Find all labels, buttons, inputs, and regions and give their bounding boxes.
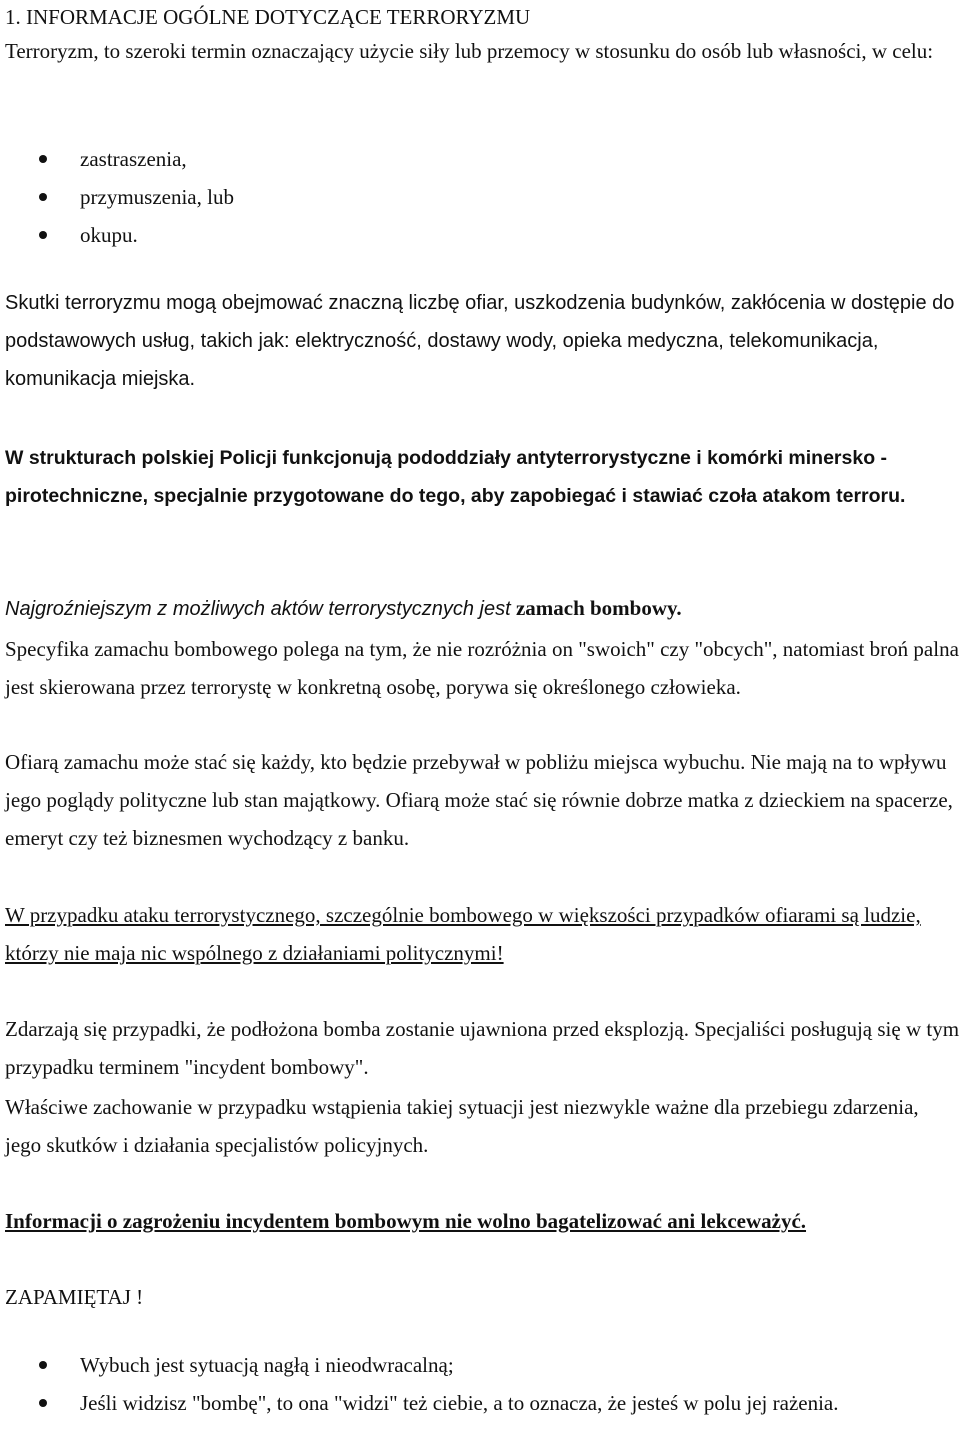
warning-paragraph: Informacji o zagrożeniu incydentem bombowym nie wolno bagatelizować ani lekceważyć. [5, 1209, 807, 1233]
bullet-icon [39, 1361, 47, 1369]
remember-heading: ZAPAMIĘTAJ ! [5, 1285, 144, 1309]
list-item: okupu. [0, 216, 940, 254]
bullet-icon [39, 1399, 47, 1407]
bomb-intro-text: Najgroźniejszym z możliwych aktów terrorystycznych jest [5, 598, 511, 620]
incident-paragraph [5, 1010, 960, 1086]
bullet-icon [39, 193, 47, 201]
victims-text-2: Ofiarą może stać się równie dobrze matka z dzieckiem na spacerze, emeryt czy też biznesmen wychodzący z banku. [5, 788, 953, 850]
bullet-icon [39, 155, 47, 163]
list-item: Jeśli widzisz "bombę", to ona "widzi" też ciebie, a to oznacza, że jesteś w polu jej rażenia. [0, 1384, 940, 1422]
section-heading: 1. INFORMACJE OGÓLNE DOTYCZĄCE TERRORYZMU [5, 5, 531, 29]
incident-text-1: Zdarzają się przypadki, że podłożona bomba zostanie ujawniona przed eksplozją. [5, 1017, 689, 1041]
intro-paragraph: Terroryzm, to szeroki termin oznaczający użycie siły lub przemocy w stosunku do osób lub własności, w celu: [5, 39, 934, 63]
police-paragraph: W strukturach polskiej Policji funkcjonują pododdziały antyterrorystyczne i komórki minersko - pirotechniczne, specjalnie przygotowane do tego, aby zapobiegać i stawiać czoła atakom terroru. [5, 447, 906, 507]
purpose-list [0, 140, 940, 254]
underlined-warning: W przypadku ataku terrorystycznego, szczególnie bombowego w większości przypadków ofiarami są ludzie, którzy nie maja nic wspólnego z działaniami politycznymi! [5, 903, 921, 965]
incident-text-2: Specjaliści posługują się w tym przypadku terminem "incydent bombowy". [5, 1017, 960, 1079]
specifics-paragraph: Specyfika zamachu bombowego polega na tym, że nie rozróżnia on "swoich" czy "obcych", natomiast broń palna jest skierowana przez terrorystę w konkretną osobę, porywa się określonego człowieka. [5, 637, 959, 699]
victims-paragraph [5, 743, 960, 857]
list-item: przymuszenia, lub [0, 178, 940, 216]
bullet-icon [39, 231, 47, 239]
effects-paragraph: Skutki terroryzmu mogą obejmować znaczną liczbę ofiar, uszkodzenia budynków, zakłócenia w dostępie do podstawowych usług, takich jak: elektryczność, dostawy wody, opieka medyczna, telekomunikacja, komunikacja miejska. [5, 292, 955, 390]
list-item: zastraszenia, [0, 140, 940, 178]
bomb-emphasis: zamach bombowy. [515, 596, 682, 620]
remember-list [0, 1346, 940, 1422]
list-item: Wybuch jest sytuacją nagłą i nieodwracalną; [0, 1346, 940, 1384]
victims-text-1: Ofiarą zamachu może stać się każdy, kto będzie przebywał w pobliżu miejsca wybuchu. Nie mają na to wpływu jego poglądy polityczne lub stan majątkowy. [5, 750, 947, 812]
behavior-paragraph: Właściwe zachowanie w przypadku wstąpienia takiej sytuacji jest niezwykle ważne dla przebiegu zdarzenia, jego skutków i działania specjalistów policyjnych. [5, 1095, 919, 1157]
bomb-paragraph [5, 589, 945, 628]
